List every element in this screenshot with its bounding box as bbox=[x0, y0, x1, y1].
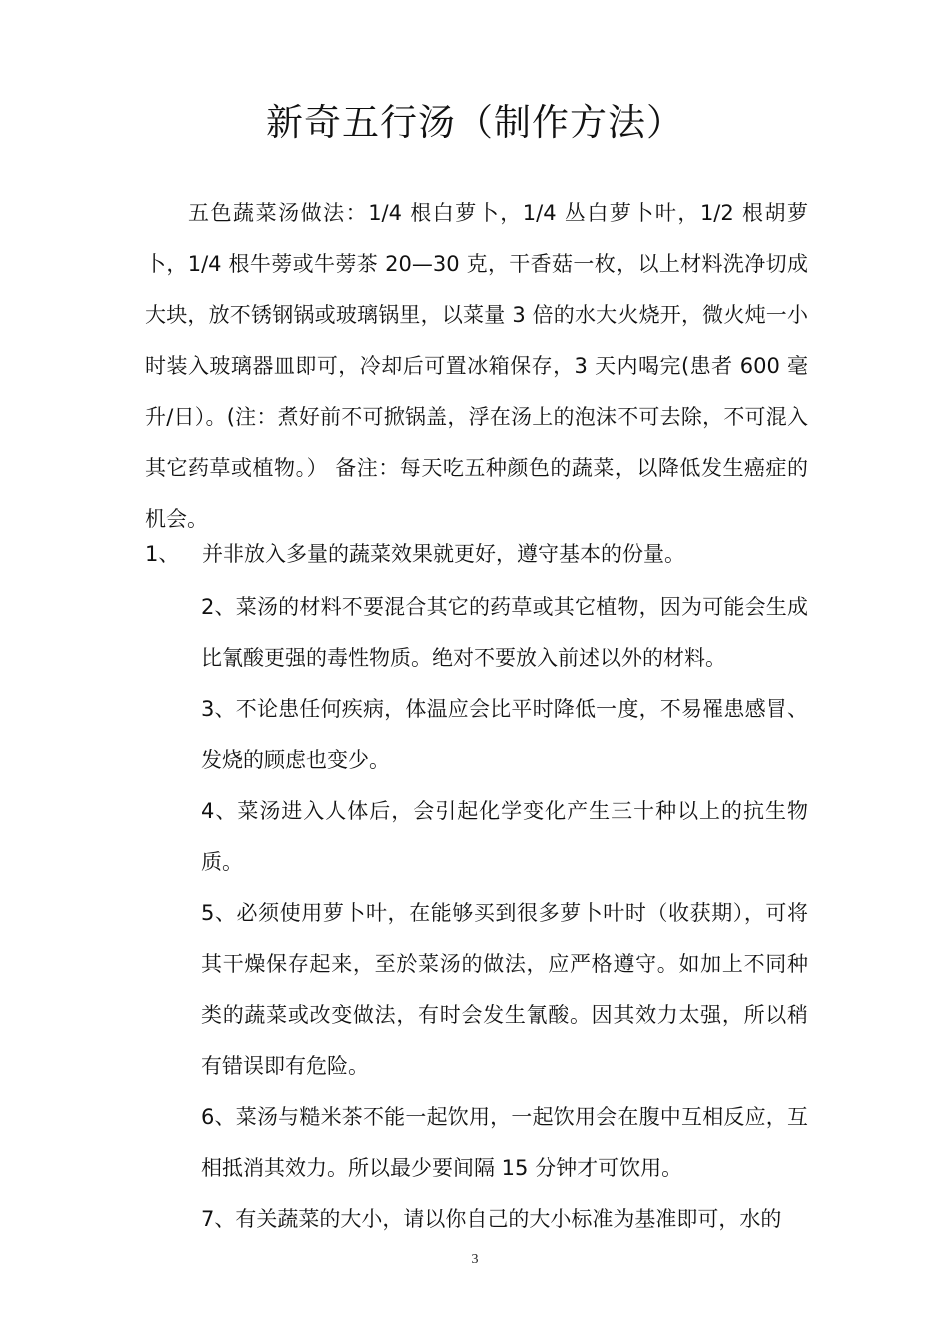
list-item-2: 2、菜汤的材料不要混合其它的药草或其它植物，因为可能会生成比氰酸更强的毒性物质。绝对不要放入前述以外的材料。 bbox=[201, 595, 808, 670]
list-item-4: 4、菜汤进入人体后，会引起化学变化产生三十种以上的抗生物质。 bbox=[201, 799, 808, 874]
numbered-list bbox=[201, 582, 808, 1245]
list-item-5: 5、必须使用萝卜叶，在能够买到很多萝卜叶时（收获期），可将其干燥保存起来，至於菜汤的做法，应严格遵守。如加上不同种类的蔬菜或改变做法，有时会发生氰酸。因其效力太强，所以稍有错误即有危险。 bbox=[201, 901, 808, 1078]
page-number: 3 bbox=[471, 1252, 479, 1267]
list-item-7: 7、有关蔬菜的大小，请以你自己的大小标准为基准即可，水的 bbox=[201, 1207, 782, 1231]
list-item-3: 3、不论患任何疾病，体温应会比平时降低一度，不易罹患感冒、发烧的顾虑也变少。 bbox=[201, 697, 808, 772]
list-item-text: 并非放入多量的蔬菜效果就更好，遵守基本的份量。 bbox=[202, 542, 685, 566]
list-item-number: 1、 bbox=[145, 542, 180, 566]
document-title: 新奇五行汤（制作方法） bbox=[266, 101, 684, 144]
list-item-6: 6、菜汤与糙米茶不能一起饮用，一起饮用会在腹中互相反应，互相抵消其效力。所以最少要间隔 15 分钟才可饮用。 bbox=[201, 1105, 808, 1180]
list-item-1 bbox=[145, 534, 808, 574]
intro-paragraph: 五色蔬菜汤做法：1/4 根白萝卜，1/4 丛白萝卜叶，1/2 根胡萝卜，1/4 根牛蒡或牛蒡茶 20—30 克，干香菇一枚，以上材料洗净切成大块，放不锈钢锅或玻璃锅里，以菜量 3 倍的水大火烧开，微火炖一小时装入玻璃器皿即可，冷却后可置冰箱保存，3 天内喝完(患者 600 毫升/日）。(注：煮好前不可掀锅盖，浮在汤上的泡沫不可去除，不可混入其它药草或植物。） 备注：每天吃五种颜色的蔬菜，以降低发生癌症的机会。 bbox=[145, 201, 808, 531]
